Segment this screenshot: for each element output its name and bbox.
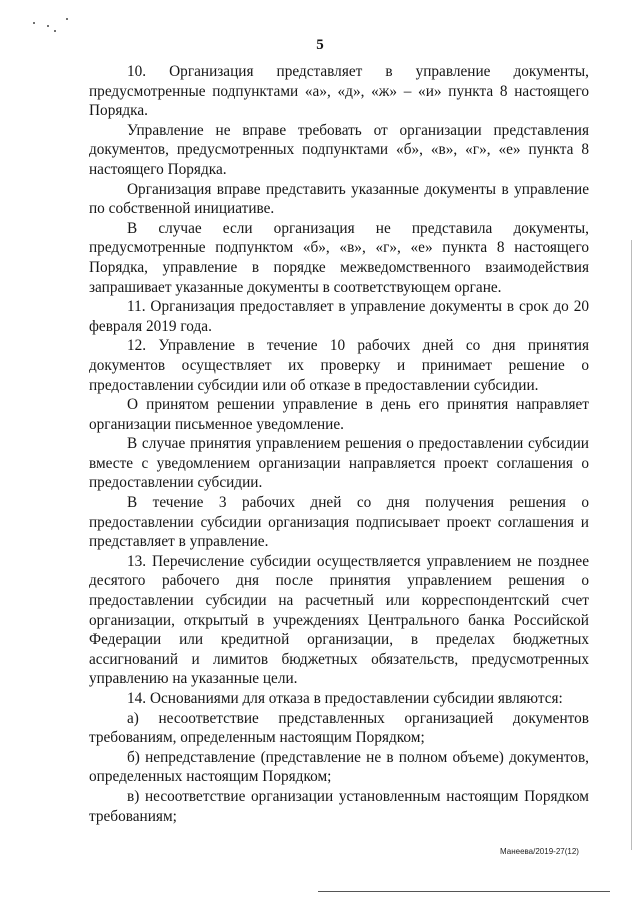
scan-speck	[33, 22, 35, 24]
paragraph: б) непредставление (представление не в полном объеме) документов, определенных настоящим Порядком;	[89, 748, 589, 786]
scan-speck	[66, 18, 68, 20]
scan-edge-line	[631, 240, 632, 850]
document-body	[89, 62, 589, 826]
paragraph: О принятом решении управление в день его принятия направляет организации письменное уведомление.	[89, 396, 589, 433]
paragraph: 12. Управление в течение 10 рабочих дней со дня принятия документов осуществляет их проверку и принимает решение о предоставлении субсидии или об отказе в предоставлении субсидии.	[89, 337, 589, 394]
paragraph: В случае если организация не представила документы, предусмотренные подпунктом «б», «в», «г», «е» пункта 8 настоящего Порядка, управление в порядке межведомственного взаимодействия запрашивает указанные документы в соответствующем органе.	[89, 219, 589, 296]
paragraph: 10. Организация представляет в управление документы, предусмотренные подпунктами «а», «д», «ж» – «и» пункта 8 настоящего Порядка.	[89, 63, 589, 120]
paragraph: В течение 3 рабочих дней со дня получения решения о предоставлении субсидии организация подписывает проект соглашения и представляет в управление.	[89, 494, 589, 551]
paragraph: Управление не вправе требовать от организации представления документов, предусмотренных подпунктами «б», «в», «г», «е» пункта 8 настоящего Порядка.	[89, 121, 589, 178]
paragraph: а) несоответствие представленных организацией документов требованиям, определенным настоящим Порядком;	[89, 709, 589, 747]
paragraph: Организация вправе представить указанные документы в управление по собственной инициативе.	[89, 180, 589, 218]
paragraph: В случае принятия управлением решения о предоставлении субсидии вместе с уведомлением организации направляется проект соглашения о предоставлении субсидии.	[89, 435, 589, 492]
footer-document-code: Манеева/2019-27(12)	[500, 847, 579, 856]
paragraph: в) несоответствие организации установленным настоящим Порядком требованиям;	[89, 787, 589, 825]
paragraph: 14. Основаниями для отказа в предоставлении субсидии являются:	[127, 690, 563, 707]
page-number: 5	[316, 37, 324, 53]
paragraph: 11. Организация предоставляет в управление документы в срок до 20 февраля 2019 года.	[89, 298, 589, 335]
bottom-edge-line	[318, 891, 610, 892]
scan-speck	[47, 25, 49, 27]
scan-speck	[54, 30, 56, 32]
paragraph: 13. Перечисление субсидии осуществляется управлением не позднее десятого рабочего дня после принятия управлением решения о предоставлении субсидии на расчетный или корреспондентский счет организации, открытый в учреждениях Центрального банка Российской Федерации или кредитной организации, в пределах бюджетных ассигнований и лимитов бюджетных обязательств, предусмотренных управлению на указанные цели.	[89, 552, 589, 688]
